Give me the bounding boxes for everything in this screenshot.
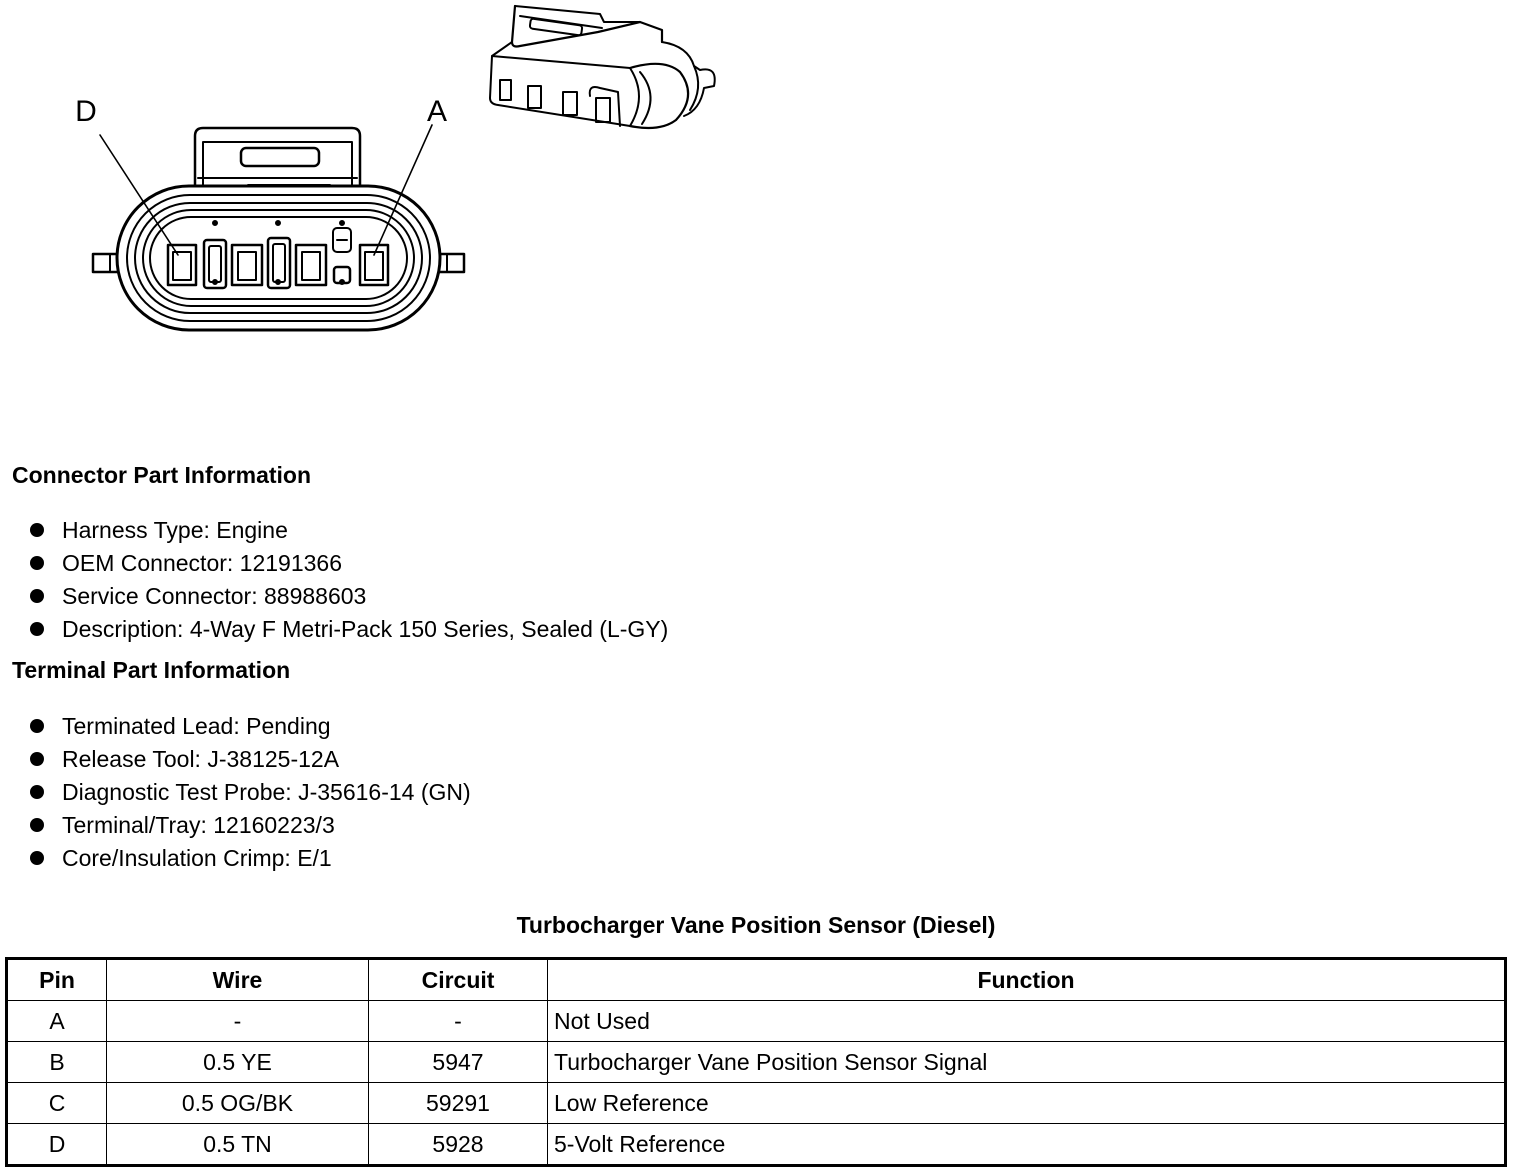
- terminal-part-info-heading: Terminal Part Information: [12, 657, 291, 683]
- list-item: [28, 613, 668, 646]
- connector-part-info-heading: Connector Part Information: [12, 462, 312, 488]
- bullet-icon: [30, 785, 44, 799]
- table-row: [7, 1042, 1506, 1083]
- bullet-icon: [30, 719, 44, 733]
- table-row: [7, 1001, 1506, 1042]
- list-item-text: Release Tool: J-38125-12A: [62, 746, 340, 772]
- wire-cell: 0.5 TN: [107, 1124, 369, 1166]
- list-item-text: Description: 4-Way F Metri-Pack 150 Series, Sealed (L-GY): [62, 616, 669, 642]
- table-row: [7, 1124, 1506, 1166]
- list-item: [28, 580, 668, 613]
- bullet-icon: [30, 622, 44, 636]
- table-title: Turbocharger Vane Position Sensor (Diesel): [516, 912, 996, 938]
- circuit-cell: 5947: [369, 1042, 548, 1083]
- bullet-icon: [30, 589, 44, 603]
- pin-d-callout: D: [75, 95, 97, 128]
- list-item-text: Service Connector: 88988603: [62, 583, 367, 609]
- list-item: [28, 514, 668, 547]
- pin-cell: A: [7, 1001, 107, 1042]
- list-item-text: OEM Connector: 12191366: [62, 550, 343, 576]
- list-item: [28, 776, 471, 809]
- wire-cell: -: [107, 1001, 369, 1042]
- bullet-icon: [30, 556, 44, 570]
- table-header-row: [7, 959, 1506, 1001]
- list-item: [28, 809, 471, 842]
- pinout-table: [5, 957, 1507, 1167]
- connector-isometric-view: [490, 6, 715, 128]
- connector-diagram: [0, 0, 760, 400]
- column-header-wire: Wire: [107, 959, 369, 1001]
- function-cell: Not Used: [548, 1001, 1506, 1042]
- wire-cell: 0.5 YE: [107, 1042, 369, 1083]
- connector-front-view: [93, 125, 464, 330]
- pin-cell: D: [7, 1124, 107, 1166]
- function-cell: Turbocharger Vane Position Sensor Signal: [548, 1042, 1506, 1083]
- circuit-cell: 59291: [369, 1083, 548, 1124]
- list-item: [28, 842, 471, 875]
- list-item: [28, 547, 668, 580]
- function-cell: 5-Volt Reference: [548, 1124, 1506, 1166]
- pin-cell: C: [7, 1083, 107, 1124]
- bullet-icon: [30, 851, 44, 865]
- wire-cell: 0.5 OG/BK: [107, 1083, 369, 1124]
- list-item: [28, 710, 471, 743]
- list-item-text: Terminated Lead: Pending: [62, 713, 331, 739]
- list-item: [28, 743, 471, 776]
- terminal-part-info-list: [28, 710, 471, 875]
- table-row: [7, 1083, 1506, 1124]
- bullet-icon: [30, 752, 44, 766]
- bullet-icon: [30, 818, 44, 832]
- list-item-text: Diagnostic Test Probe: J-35616-14 (GN): [62, 779, 471, 805]
- function-cell: Low Reference: [548, 1083, 1506, 1124]
- list-item-text: Harness Type: Engine: [62, 517, 288, 543]
- pin-cell: B: [7, 1042, 107, 1083]
- list-item-text: Terminal/Tray: 12160223/3: [62, 812, 335, 838]
- column-header-pin: Pin: [7, 959, 107, 1001]
- list-item-text: Core/Insulation Crimp: E/1: [62, 845, 332, 871]
- circuit-cell: 5928: [369, 1124, 548, 1166]
- column-header-function: Function: [548, 959, 1506, 1001]
- pin-a-callout: A: [426, 95, 448, 128]
- connector-part-info-list: [28, 514, 668, 646]
- circuit-cell: -: [369, 1001, 548, 1042]
- bullet-icon: [30, 523, 44, 537]
- column-header-circuit: Circuit: [369, 959, 548, 1001]
